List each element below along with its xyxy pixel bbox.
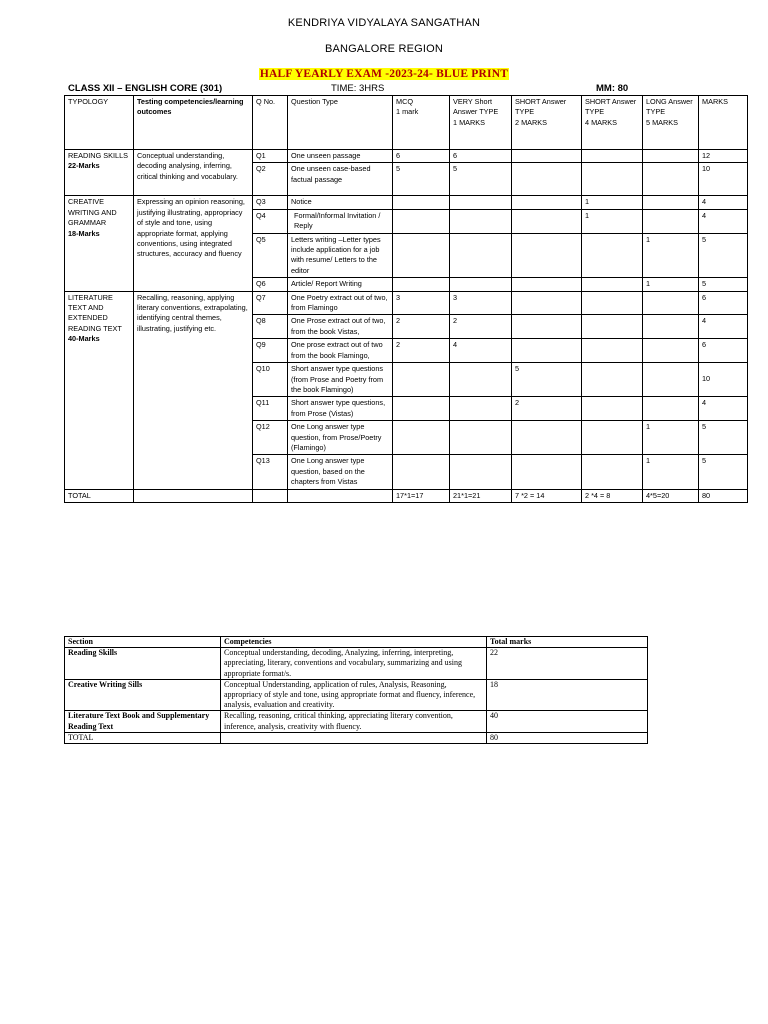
la-cell: 1	[643, 233, 699, 278]
mcq-cell	[393, 455, 450, 489]
table-row	[65, 196, 748, 209]
col-header: Total marks	[487, 637, 648, 648]
mcq-cell	[393, 363, 450, 397]
summary-header-row	[65, 637, 648, 648]
empty-cell	[134, 489, 253, 502]
summary-row	[65, 732, 648, 743]
class-label: CLASS XII – ENGLISH CORE (301)	[68, 83, 223, 94]
exam-title-text: HALF YEARLY EXAM -2023-24- BLUE PRINT	[259, 68, 509, 80]
vsa-cell	[450, 209, 512, 233]
la-cell	[643, 209, 699, 233]
marks-cell: 6	[699, 339, 748, 363]
vsa-cell	[450, 455, 512, 489]
marks-cell: 5	[699, 278, 748, 291]
typology-marks: 40-Marks	[68, 334, 100, 344]
la-cell	[643, 150, 699, 163]
la-cell	[643, 363, 699, 397]
qno-cell: Q11	[253, 397, 288, 421]
la-cell	[643, 291, 699, 315]
vsa-cell: 5	[450, 163, 512, 196]
qtype-cell: One unseen case-based factual passage	[288, 163, 393, 196]
vsa-cell	[450, 278, 512, 291]
empty-cell	[253, 489, 288, 502]
sa4-cell	[582, 421, 643, 455]
typology-cell	[65, 196, 134, 291]
sa4-cell	[582, 278, 643, 291]
col-header: TYPOLOGY	[65, 96, 134, 150]
competencies-cell: Conceptual understanding, decoding, Analyzing, inferring, interpreting, appreciating, literary, conventions and vocabulary, summarizing and using appropriate format/s.	[221, 648, 487, 680]
time-label: TIME: 3HRS	[331, 83, 385, 94]
sa2-cell	[512, 421, 582, 455]
sa4-cell	[582, 233, 643, 278]
section-cell: Creative Writing Sills	[65, 679, 221, 711]
competency-cell: Conceptual understanding, decoding analysing, inferring, critical thinking and vocabulary.	[134, 150, 253, 196]
mcq-cell: 6	[393, 150, 450, 163]
vsa-cell: 4	[450, 339, 512, 363]
marks-cell	[699, 363, 748, 397]
typology-cell	[65, 150, 134, 196]
sa2-cell	[512, 233, 582, 278]
total-la: 4*5=20	[643, 489, 699, 502]
col-header: Section	[65, 637, 221, 648]
sa2-cell	[512, 196, 582, 209]
vsa-cell	[450, 421, 512, 455]
mcq-cell: 5	[393, 163, 450, 196]
table-row	[65, 291, 748, 315]
qno-cell: Q2	[253, 163, 288, 196]
la-cell: 1	[643, 455, 699, 489]
sa2-cell	[512, 315, 582, 339]
sa2-cell	[512, 455, 582, 489]
sa4-cell: 1	[582, 209, 643, 233]
mcq-cell: 3	[393, 291, 450, 315]
mcq-cell	[393, 421, 450, 455]
competency-cell: Recalling, reasoning, applying literary conventions, extrapolating, identifying central themes, illustrating, justifying etc.	[134, 291, 253, 489]
col-header: Question Type	[288, 96, 393, 150]
la-cell: 1	[643, 421, 699, 455]
org-title: KENDRIYA VIDYALAYA SANGATHAN	[287, 17, 481, 29]
la-cell: 1	[643, 278, 699, 291]
col-header: LONG Answer TYPE 5 MARKS	[643, 96, 699, 150]
total-row	[65, 489, 748, 502]
qno-cell: Q5	[253, 233, 288, 278]
sa4-cell	[582, 150, 643, 163]
total-marks: 80	[699, 489, 748, 502]
summary-row	[65, 711, 648, 732]
typology-label: LITERATURE TEXT AND EXTENDED READING TEXT	[68, 292, 122, 333]
qtype-cell: One Long answer type question, from Prose/Poetry (Flamingo)	[288, 421, 393, 455]
col-header: Competencies	[221, 637, 487, 648]
qtype-cell: One Prose extract out of two, from the book Vistas,	[288, 315, 393, 339]
mcq-cell	[393, 397, 450, 421]
total-sa4: 2 *4 = 8	[582, 489, 643, 502]
sa2-cell	[512, 163, 582, 196]
sa4-cell: 1	[582, 196, 643, 209]
qno-cell: Q13	[253, 455, 288, 489]
qno-cell: Q3	[253, 196, 288, 209]
marks-cell: 12	[699, 150, 748, 163]
marks-cell: 4	[699, 196, 748, 209]
marks-cell: 5	[699, 455, 748, 489]
col-header: VERY Short Answer TYPE 1 MARKS	[450, 96, 512, 150]
sa2-cell: 5	[512, 363, 582, 397]
qtype-cell: One unseen passage	[288, 150, 393, 163]
sa4-cell	[582, 455, 643, 489]
section-cell: Reading Skills	[65, 648, 221, 680]
competencies-cell	[221, 732, 487, 743]
region-title: BANGALORE REGION	[324, 43, 444, 55]
col-header: MARKS	[699, 96, 748, 150]
qtype-cell: Short answer type questions, from Prose (Vistas)	[288, 397, 393, 421]
section-cell: TOTAL	[65, 732, 221, 743]
total-mcq: 17*1=17	[393, 489, 450, 502]
sa4-cell	[582, 339, 643, 363]
qtype-cell: Formal/Informal Invitation / Reply	[288, 209, 393, 233]
qtype-cell: One Poetry extract out of two, from Flamingo	[288, 291, 393, 315]
sa2-cell	[512, 209, 582, 233]
qno-cell: Q7	[253, 291, 288, 315]
mcq-cell: 2	[393, 339, 450, 363]
mcq-cell: 2	[393, 315, 450, 339]
la-cell	[643, 163, 699, 196]
sa2-cell: 2	[512, 397, 582, 421]
marks-cell: 4	[699, 397, 748, 421]
qno-cell: Q1	[253, 150, 288, 163]
summary-row	[65, 679, 648, 711]
col-header: SHORT Answer TYPE 4 MARKS	[582, 96, 643, 150]
col-header: Testing competencies/learning outcomes	[134, 96, 253, 150]
qno-cell: Q8	[253, 315, 288, 339]
qtype-cell: Article/ Report Writing	[288, 278, 393, 291]
qtype-cell: Notice	[288, 196, 393, 209]
typology-label: READING SKILLS	[68, 151, 129, 160]
marks-cell: 4	[699, 209, 748, 233]
total-sa2: 7 *2 = 14	[512, 489, 582, 502]
mcq-cell	[393, 278, 450, 291]
la-cell	[643, 397, 699, 421]
sa2-cell	[512, 278, 582, 291]
mcq-cell	[393, 209, 450, 233]
col-header: Q No.	[253, 96, 288, 150]
sa4-cell	[582, 363, 643, 397]
qno-cell: Q4	[253, 209, 288, 233]
typology-marks: 22-Marks	[68, 161, 100, 171]
competencies-cell: Recalling, reasoning, critical thinking, appreciating literary convention, inference, analysis, creativity with fluency.	[221, 711, 487, 732]
empty-cell	[288, 489, 393, 502]
total-vsa: 21*1=21	[450, 489, 512, 502]
la-cell	[643, 315, 699, 339]
qtype-cell: One Long answer type question, based on the chapters from Vistas	[288, 455, 393, 489]
marks-cell: 18	[487, 679, 648, 711]
col-header: SHORT Answer TYPE 2 MARKS	[512, 96, 582, 150]
marks-value: 10	[702, 374, 711, 384]
competency-cell: Expressing an opinion reasoning, justifying illustrating, appropriacy of style and tone, using appropriate format, applying conventions, using integrated structures, accuracy and fluency	[134, 196, 253, 291]
blueprint-table	[64, 95, 748, 503]
marks-cell: 5	[699, 421, 748, 455]
typology-label: CREATIVE WRITING AND GRAMMAR	[68, 197, 117, 228]
marks-cell: 4	[699, 315, 748, 339]
typology-marks: 18-Marks	[68, 228, 100, 238]
qno-cell: Q10	[253, 363, 288, 397]
sa4-cell	[582, 315, 643, 339]
marks-cell: 5	[699, 233, 748, 278]
vsa-cell: 3	[450, 291, 512, 315]
qno-cell: Q12	[253, 421, 288, 455]
marks-cell: 6	[699, 291, 748, 315]
qno-cell: Q6	[253, 278, 288, 291]
sa2-cell	[512, 339, 582, 363]
vsa-cell	[450, 363, 512, 397]
blueprint-header-row	[65, 96, 748, 150]
typology-cell	[65, 291, 134, 489]
table-row	[65, 150, 748, 163]
vsa-cell: 2	[450, 315, 512, 339]
sa2-cell	[512, 291, 582, 315]
exam-title	[0, 68, 768, 80]
summary-table	[64, 636, 648, 744]
sa4-cell	[582, 163, 643, 196]
max-marks-label: MM: 80	[596, 83, 629, 94]
qtype-cell: Letters writing –Letter types include application for a job with resume/ Letters to the editor	[288, 233, 393, 278]
sa2-cell	[512, 150, 582, 163]
la-cell	[643, 339, 699, 363]
marks-cell: 10	[699, 163, 748, 196]
section-cell: Literature Text Book and Supplementary Reading Text	[65, 711, 221, 732]
sa4-cell	[582, 291, 643, 315]
qno-cell: Q9	[253, 339, 288, 363]
marks-cell: 22	[487, 648, 648, 680]
vsa-cell	[450, 196, 512, 209]
competencies-cell: Conceptual Understanding, application of rules, Analysis, Reasoning, appropriacy of style and tone, using appropriate format and fluency, inference, analysis, evaluation and creativity.	[221, 679, 487, 711]
marks-cell: 80	[487, 732, 648, 743]
vsa-cell	[450, 397, 512, 421]
marks-cell: 40	[487, 711, 648, 732]
qtype-cell: One prose extract out of two from the book Flamingo,	[288, 339, 393, 363]
summary-row	[65, 648, 648, 680]
vsa-cell: 6	[450, 150, 512, 163]
mcq-cell	[393, 196, 450, 209]
qtype-cell: Short answer type questions (from Prose and Poetry from the book Flamingo)	[288, 363, 393, 397]
la-cell	[643, 196, 699, 209]
mcq-cell	[393, 233, 450, 278]
sa4-cell	[582, 397, 643, 421]
vsa-cell	[450, 233, 512, 278]
total-label: TOTAL	[65, 489, 134, 502]
col-header: MCQ 1 mark	[393, 96, 450, 150]
